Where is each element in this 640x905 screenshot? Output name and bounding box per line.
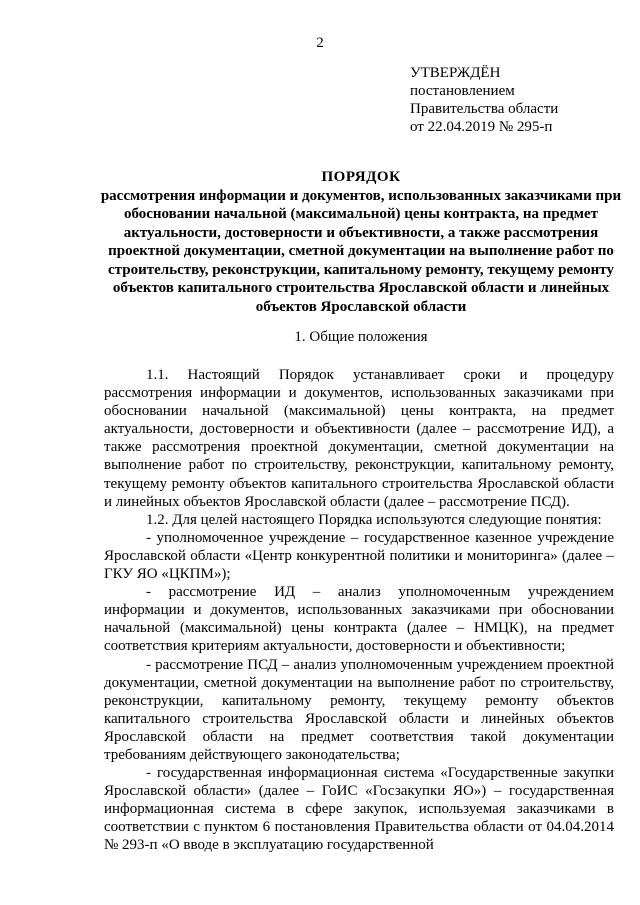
definition-gois: - государственная информационная система «Государственные закупки Ярославской области» (далее – ГоИС «Госзакупки ЯО») – государственная информационная система в сфере закупок, используемая заказчиками в соответствии с пунктом 6 постановления Правительства области от 04.04.2014 № 293-п «О вводе в эксплуатацию государственной xyxy=(104,765,614,854)
approval-line-approved: УТВЕРЖДЁН xyxy=(410,65,501,81)
page-number: 2 xyxy=(316,35,324,51)
title-main: ПОРЯДОК xyxy=(321,169,401,185)
section-heading: 1. Общие положения xyxy=(294,329,428,345)
document-title xyxy=(96,168,626,316)
approval-line-date-number: от 22.04.2019 № 295-п xyxy=(410,119,553,135)
definition-psd-review: - рассмотрение ПСД – анализ уполномоченным учреждением проектной документации, сметной документации на выполнение работ по строительству, реконструкции, капитальному ремонту, текущему ремонту объектов капитального строительства Ярославской области и линейных объектов Ярославской области на предмет соответствия такой документации требованиям действующего законодательства; xyxy=(104,656,614,763)
definition-id-review: - рассмотрение ИД – анализ уполномоченным учреждением информации и документов, использованных заказчиками при обосновании начальной (максимальной) цены контракта (далее – НМЦК), на предмет соответствия критериям актуальности, достоверности и объективности; xyxy=(104,584,614,655)
approval-line-resolution: постановлением xyxy=(410,83,515,99)
definition-authorized-institution: - уполномоченное учреждение – государственное казенное учреждение Ярославской области «Центр конкурентной политики и мониторинга» (далее – ГКУ ЯО «ЦКПМ»); xyxy=(104,529,614,583)
section-body xyxy=(104,366,614,855)
paragraph-1-2: 1.2. Для целей настоящего Порядка используются следующие понятия: xyxy=(146,511,602,528)
title-subtitle: рассмотрения информации и документов, использованных заказчиками при обосновании начальной (максимальной) цены контракта, на предмет актуальности, достоверности и объективности, а также рассмотрения проектной документации, сметной документации на выполнение работ по строительству, реконструкции, капитальному ремонту, текущему ремонту объектов капитального строительства Ярославской области и линейных объектов Ярославской области xyxy=(100,187,622,315)
paragraph-1-1: 1.1. Настоящий Порядок устанавливает сроки и процедуру рассмотрения информации и документов, использованных заказчиками при обосновании начальной (максимальной) цены контракта, на предмет актуальности, достоверности и объективности (далее – рассмотрение ИД), а также рассмотрения проектной документации, сметной документации на выполнение работ по строительству, реконструкции, капитальному ремонту, текущему ремонту объектов капитального строительства Ярославской области и линейных объектов Ярославской области (далее – рассмотрение ПСД). xyxy=(104,367,614,510)
approval-line-government: Правительства области xyxy=(410,101,559,117)
approval-stamp xyxy=(410,64,630,136)
